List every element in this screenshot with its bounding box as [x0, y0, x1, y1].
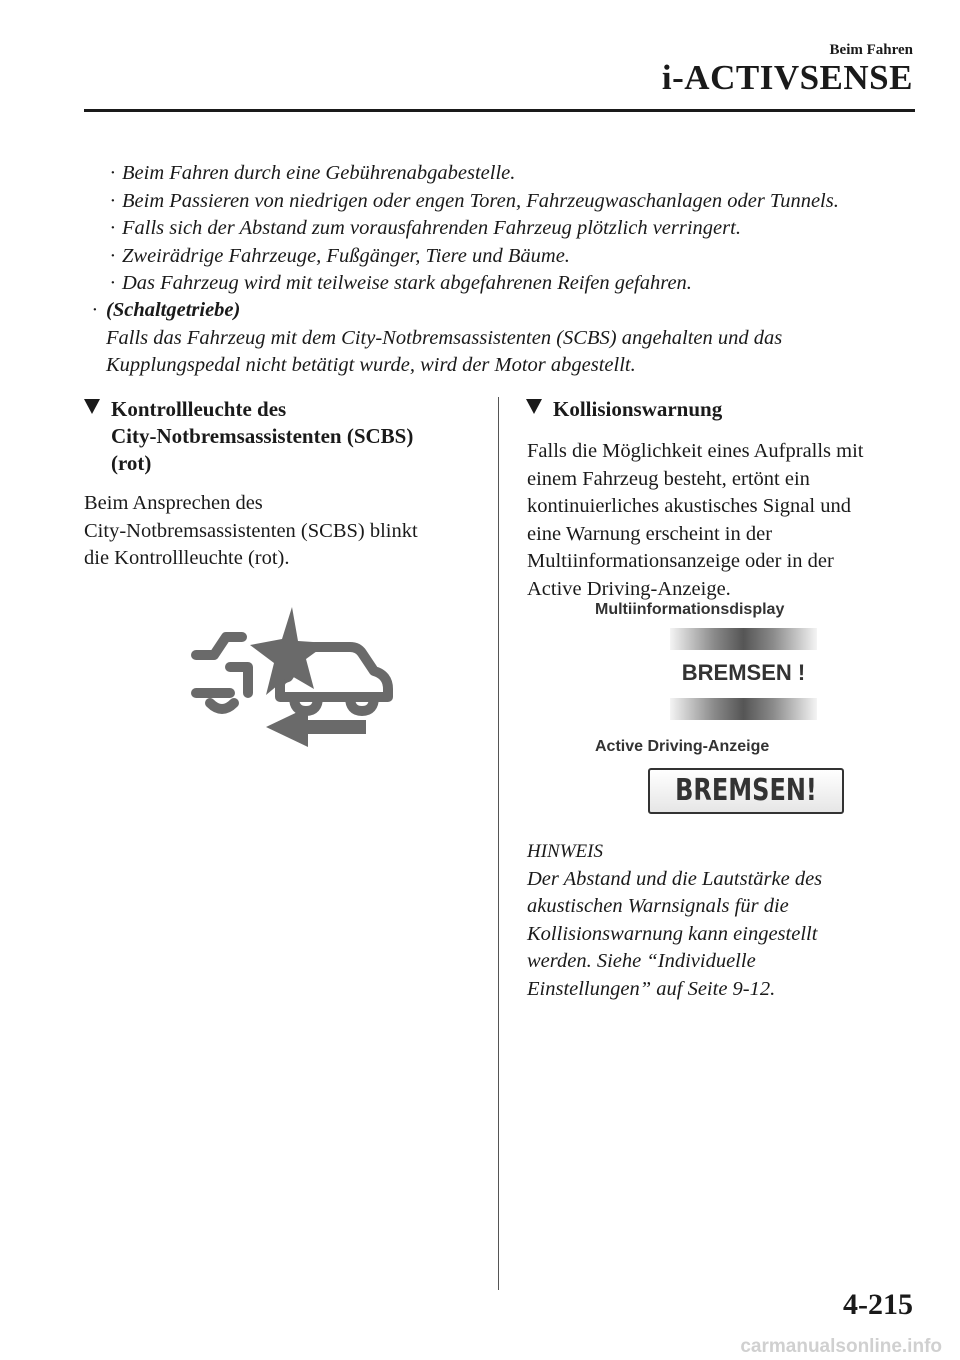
manual-transmission-heading: · (Schaltgetriebe)	[92, 299, 241, 321]
multi-info-display-label: Multiinformationsdisplay	[595, 601, 785, 618]
warning-light-heading: Kontrollleuchte des City-Notbremsassistenten (SCBS) (rot)	[84, 396, 501, 477]
active-driving-display-label: Active Driving-Anzeige	[595, 738, 770, 755]
collision-warning-description: Falls die Möglichkeit eines Aufpralls mit einem Fahrzeug besteht, ertönt ein kontinuierliches akustisches Signal und eine Warnung erscheint in der Multiinformationsanzeige oder in der Active Driving-Anzeige.	[527, 440, 864, 600]
manual-transmission-line: Falls das Fahrzeug mit dem City-Notbremsassistenten (SCBS) angehalten und das	[106, 326, 783, 349]
multi-info-display-illustration	[670, 628, 817, 720]
list-item: · Beim Fahren durch eine Gebührenabgabestelle.	[110, 162, 516, 184]
display-band-bottom	[670, 698, 817, 720]
note-block: HINWEIS Der Abstand und die Lautstärke des akustischen Warnsignals für die Kollisionswarnung kann eingestellt werden. Siehe “Individuelle Einstellungen” auf Seite 9-12.	[527, 838, 917, 1003]
triangle-down-icon	[526, 399, 542, 414]
header-rule	[84, 109, 915, 112]
header-section-name: Beim Fahren	[829, 42, 913, 58]
header-title: i-ACTIVSENSE	[661, 58, 913, 97]
footer-watermark: carmanualsonline.info	[740, 1336, 942, 1357]
multi-info-display-warning: BREMSEN !	[681, 660, 806, 685]
active-driving-display-warning: BREMSEN!	[675, 773, 817, 808]
manual-transmission-line: Kupplungspedal nicht betätigt wurde, wird der Motor abgestellt.	[106, 354, 636, 376]
condition-bullet-list	[106, 160, 926, 298]
column-divider	[498, 397, 499, 1290]
warning-light-description: Beim Ansprechen des City-Notbremsassistenten (SCBS) blinkt die Kontrollleuchte (rot).	[84, 492, 418, 569]
manual-transmission-note	[90, 297, 930, 380]
list-item: · Das Fahrzeug wird mit teilweise stark abgefahrenen Reifen gefahren.	[110, 272, 692, 294]
list-item: · Zweirädrige Fahrzeuge, Fußgänger, Tiere und Bäume.	[110, 244, 570, 267]
scbs-warning-light-icon	[190, 605, 400, 750]
collision-warning-heading: Kollisionswarnung	[526, 396, 943, 423]
note-heading: HINWEIS	[527, 841, 603, 862]
list-item: · Beim Passieren von niedrigen oder engen Toren, Fahrzeugwaschanlagen oder Tunnels.	[110, 189, 839, 212]
display-band-top	[670, 628, 817, 650]
page-number: 4-215	[843, 1288, 913, 1321]
triangle-down-icon	[84, 399, 100, 414]
active-driving-display-illustration	[648, 768, 844, 814]
list-item: · Falls sich der Abstand zum vorausfahrenden Fahrzeug plötzlich verringert.	[110, 217, 741, 239]
